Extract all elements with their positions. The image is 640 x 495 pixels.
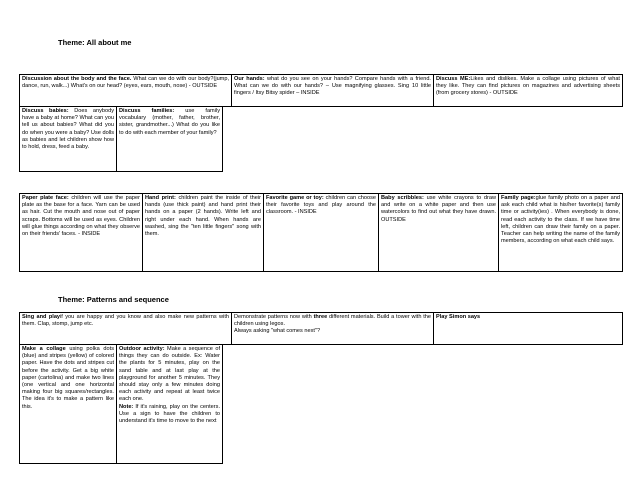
cell-emphasis: three: [313, 314, 328, 320]
theme-title-all-about-me: Theme: All about me: [58, 38, 132, 47]
theme-title-patterns-sequence: Theme: Patterns and sequence: [58, 295, 169, 304]
cell-heading: Discuss babies:: [22, 108, 69, 114]
cell-heading: Make a collage: [22, 346, 66, 352]
paper-plate-face-cell: [19, 193, 143, 272]
cell-heading: Outdoor activity:: [119, 346, 165, 352]
cell-heading: Baby scribbles:: [381, 195, 424, 201]
play-simon-says-cell: [433, 312, 623, 345]
cell-text: if you are happy and you know and also make new patterns with them. Clap, stomp, jump etc.: [22, 314, 229, 328]
cell-text: children can choose their favorite toys and play around the classroom. - INSIDE: [266, 195, 376, 216]
sing-and-play-cell: [19, 312, 232, 345]
our-hands-cell: [231, 74, 434, 107]
cell-heading: Favorite game or toy:: [266, 195, 324, 201]
cell-heading: Family page:: [501, 195, 536, 201]
discuss-families-cell: [116, 106, 223, 172]
cell-text: children will use the paper plate as the base for a face. Yarn can be used as hair. Cut the mouth and nose out of paper scraps. Bottoms will be used as eyes. Children will glue things according on what they observe on their friends' faces. - INSIDE: [22, 195, 140, 238]
note-heading: Note:: [119, 403, 134, 410]
demonstrate-patterns-cell: [231, 312, 434, 345]
hand-print-cell: [142, 193, 264, 272]
discuss-babies-cell: [19, 106, 117, 172]
cell-text: Demonstrate patterns now with: [234, 314, 314, 320]
cell-text: glue family photo on a paper and ask each child what is his/her favorite(s) family time or activity(ies) . When everybody is done, read each activity to the class. If we have time left, children can draw their family on a paper. Teacher can help writing the name of the family members, according on what each child says.: [501, 195, 620, 245]
cell-heading: Our hands:: [234, 76, 265, 82]
cell-heading: Sing and play: [22, 314, 61, 320]
cell-heading: Discuss families:: [119, 108, 175, 114]
cell-heading: Play Simon says: [436, 314, 481, 320]
cell-text: children paint the inside of their hands (use thick paint) and hand print their hands on a paper (2 hands). Write left and right under each hand. When hands are washed, sing the "ten little fingers" song with them.: [145, 195, 261, 238]
cell-text: Does anybody have a baby at home? What can you tell us about babies? What did you do when you were a baby? Use dolls as babies and let children show how to hold, dress, feed a baby.: [22, 108, 114, 151]
cell-text: use family vocabulary (mother, father, brother, sister, grandmother...) What do you like to do with each member of your family?: [119, 108, 220, 136]
cell-text: using polka dots (blue) and stripes (yellow) of colored paper. Have the dots and stripes cut before the activity. Get a big white paper (cartolina) and make two lines (one vertical and one horizontal making four big squares/rectangles. The idea it's to make a pattern like this.: [22, 346, 114, 410]
cell-heading: Hand print:: [145, 195, 176, 201]
make-collage-cell: [19, 344, 117, 464]
cell-text: what do you see on your hands? Compare hands with a friend. What can we do with our hands? – Use magnifying glasses. Sing 10 little fingers / Itsy Bitsy spider – INSIDE: [234, 76, 431, 97]
cell-heading: Paper plate face:: [22, 195, 69, 201]
family-page-cell: [498, 193, 623, 272]
baby-scribbles-cell: [378, 193, 499, 272]
cell-heading: Discussion about the body and the face.: [22, 76, 132, 82]
favorite-game-cell: [263, 193, 379, 272]
discuss-me-cell: [433, 74, 623, 107]
outdoor-activity-cell: [116, 344, 223, 464]
note-text: If it's raining, play on the centers. Use a sign to have the children to understand it's time to move to the next: [119, 403, 220, 425]
cell-text: Make a sequence of things they can do outside. Ex: Water the plants for 5 minutes, play on the sand table and at last play at the playground for another 5 minutes. They should stay only a few minutes doing each activity and repeat at least twice each one.: [119, 346, 220, 403]
cell-text: What can we do with our body?(jump, dance, run, walk...) What's on our head? (eyes, ears, mouth, nose) - OUTSIDE: [22, 76, 230, 90]
cell-text: Likes and dislikes. Make a collage using pictures of what they like. They can find pictures on magazines and advertising sheets (from grocery stores) - OUTSIDE: [436, 76, 620, 97]
cell-text: different materials. Build a tower with the children using legos.: [234, 314, 431, 328]
cell-heading: Discuss ME:: [436, 76, 471, 82]
cell-text: Always asking "what comes next"?: [234, 328, 321, 335]
discussion-body-cell: [19, 74, 232, 107]
cell-text: use white crayons to draw and write on a white paper and then use watercolors to find out what they have drawn. OUTSIDE: [381, 195, 496, 223]
